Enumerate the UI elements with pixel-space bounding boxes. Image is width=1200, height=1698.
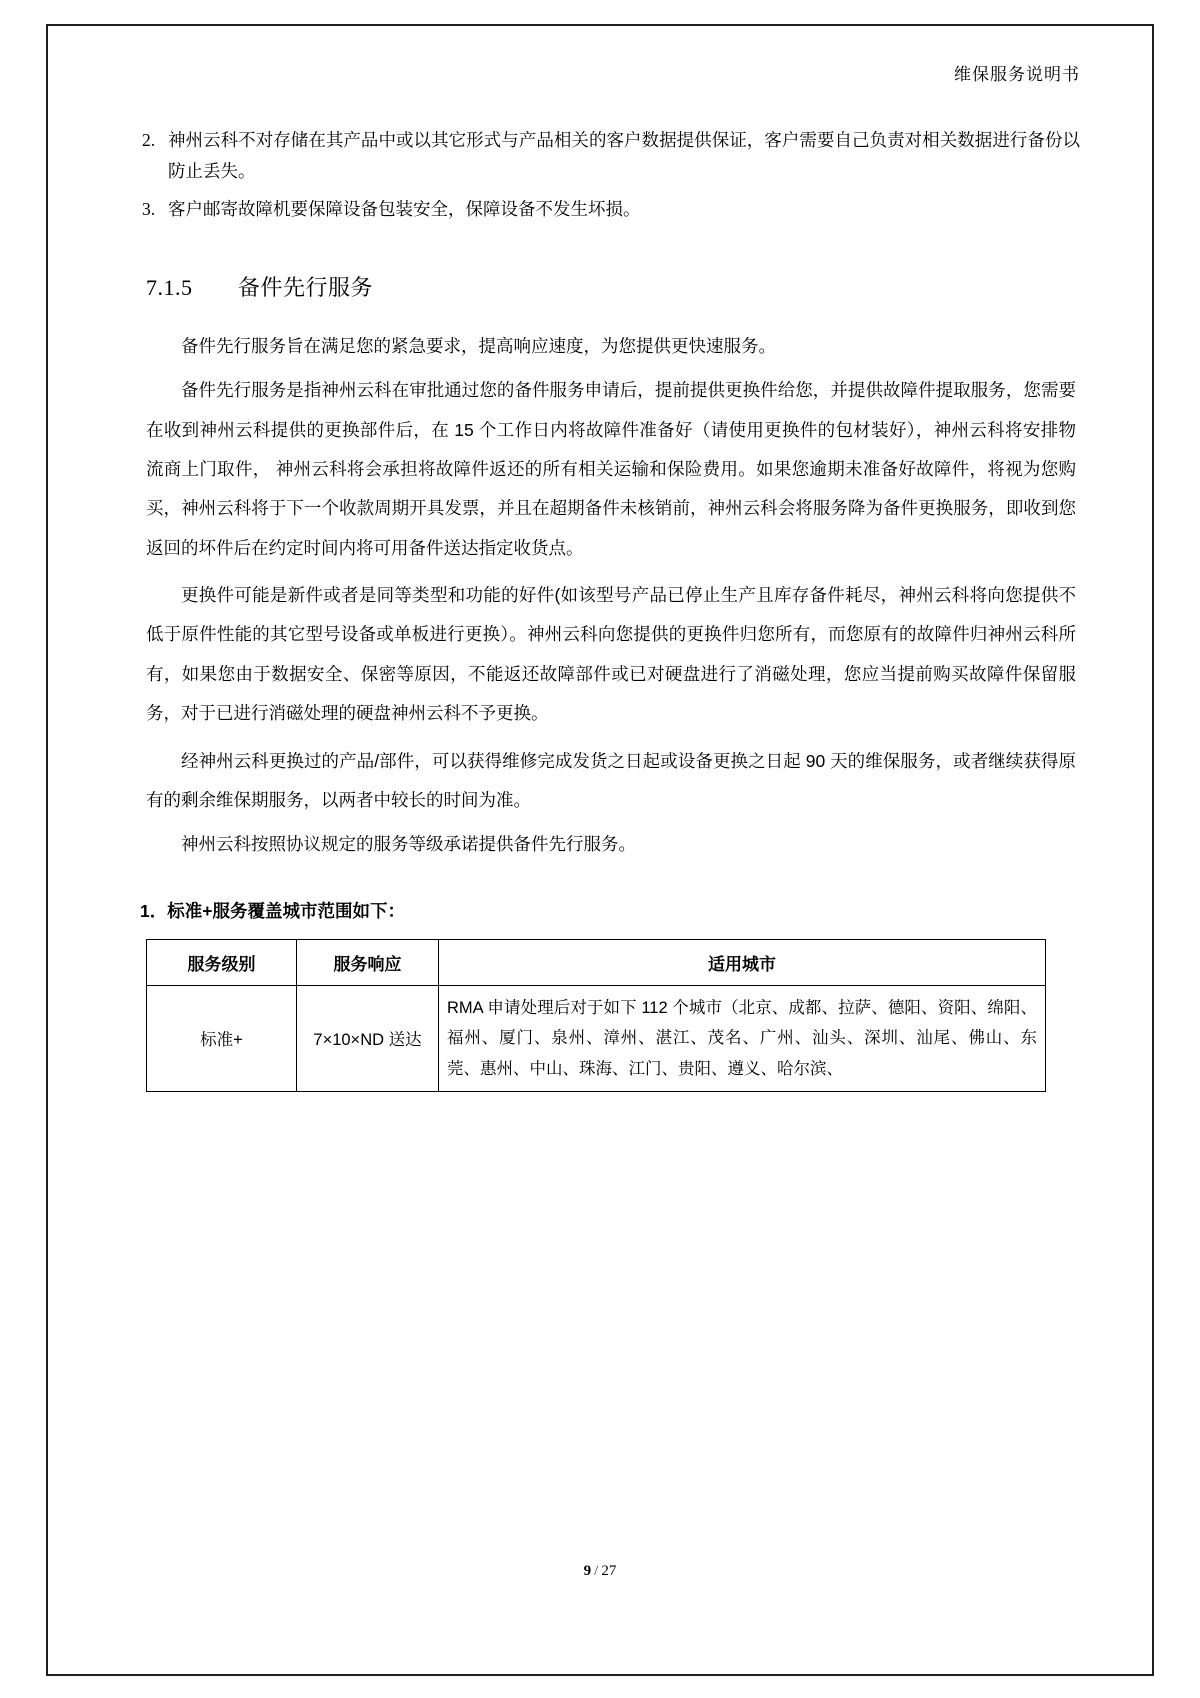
paragraph-2: 备件先行服务是指神州云科在审批通过您的备件服务申请后，提前提供更换件给您，并提供故障件提取服务，您需要在收到神州云科提供的更换部件后，在 15 个工作日内将故障件准备好（请使用更换件的包材装好），神州云科将安排物流商上门取件， 神州云科将会承担将故障件返还的所有相关运输和保险费用。如果您逾期未准备好故障件，将视为您购买，神州云科将于下一个收款周期开具发票，并且在超期备件未核销前，神州云科会将服务降为备件更换服务，即收到您返回的坏件后在约定时间内将可用备件送达指定收货点。 bbox=[146, 380, 1076, 558]
list-item-text: 神州云科不对存储在其产品中或以其它形式与产品相关的客户数据提供保证，客户需要自己负责对相关数据进行备份以防止丢失。 bbox=[168, 130, 1080, 181]
table-label: 1．标准+服务覆盖城市范围如下： bbox=[140, 900, 405, 921]
list-item bbox=[120, 194, 1080, 225]
section-title: 备件先行服务 bbox=[238, 274, 374, 300]
document-header-title: 维保服务说明书 bbox=[954, 65, 1080, 84]
section-heading bbox=[120, 271, 1080, 302]
numbered-list bbox=[120, 125, 1080, 225]
column-header-applicable-cities: 适用城市 bbox=[439, 939, 1046, 985]
section-number: 7.1.5 bbox=[146, 274, 193, 300]
paragraph-3: 更换件可能是新件或者是同等类型和功能的好件(如该型号产品已停止生产且库存备件耗尽，神州云科将向您提供不低于原件性能的其它型号设备或单板进行更换）。神州云科向您提供的更换件归您所有，而您原有的故障件归神州云科所有，如果您由于数据安全、保密等原因，不能返还故障部件或已对硬盘进行了消磁处理，您应当提前购买故障件保留服务，对于已进行消磁处理的硬盘神州云科不予更换。 bbox=[146, 585, 1076, 724]
paragraph-4: 经神州云科更换过的产品/部件，可以获得维修完成发货之日起或设备更换之日起 90 天的维保服务，或者继续获得原有的剩余维保期服务，以两者中较长的时间为准。 bbox=[146, 750, 1076, 810]
paragraph-5: 神州云科按照协议规定的服务等级承诺提供备件先行服务。 bbox=[181, 834, 636, 855]
footer-total-pages: 27 bbox=[601, 1563, 617, 1579]
page-content bbox=[120, 60, 1080, 1092]
list-item-number: 3. bbox=[142, 199, 156, 220]
column-header-service-level: 服务级别 bbox=[147, 939, 297, 985]
list-item-text: 客户邮寄故障机要保障设备包装安全，保障设备不发生坏损。 bbox=[168, 199, 641, 220]
column-header-service-response: 服务响应 bbox=[297, 939, 439, 985]
cell-service-level: 标准+ bbox=[147, 985, 297, 1092]
page-footer bbox=[0, 1563, 1200, 1580]
service-coverage-table bbox=[146, 939, 1046, 1093]
list-item-number: 2. bbox=[142, 130, 156, 150]
footer-current-page: 9 bbox=[583, 1563, 592, 1579]
paragraph-1: 备件先行服务旨在满足您的紧急要求，提高响应速度，为您提供更快速服务。 bbox=[181, 335, 776, 356]
cell-service-response: 7×10×ND 送达 bbox=[297, 985, 439, 1092]
cell-applicable-cities: RMA 申请处理后对于如下 112 个城市（北京、成都、拉萨、德阳、资阳、绵阳、福州、厦门、泉州、漳州、湛江、茂名、广州、汕头、深圳、汕尾、佛山、东莞、惠州、中山、珠海、江门、贵阳、遵义、哈尔滨、 bbox=[439, 985, 1046, 1092]
table-header-row bbox=[147, 939, 1046, 985]
table-row bbox=[147, 985, 1046, 1092]
footer-separator: / bbox=[594, 1563, 599, 1579]
list-item bbox=[120, 125, 1080, 186]
